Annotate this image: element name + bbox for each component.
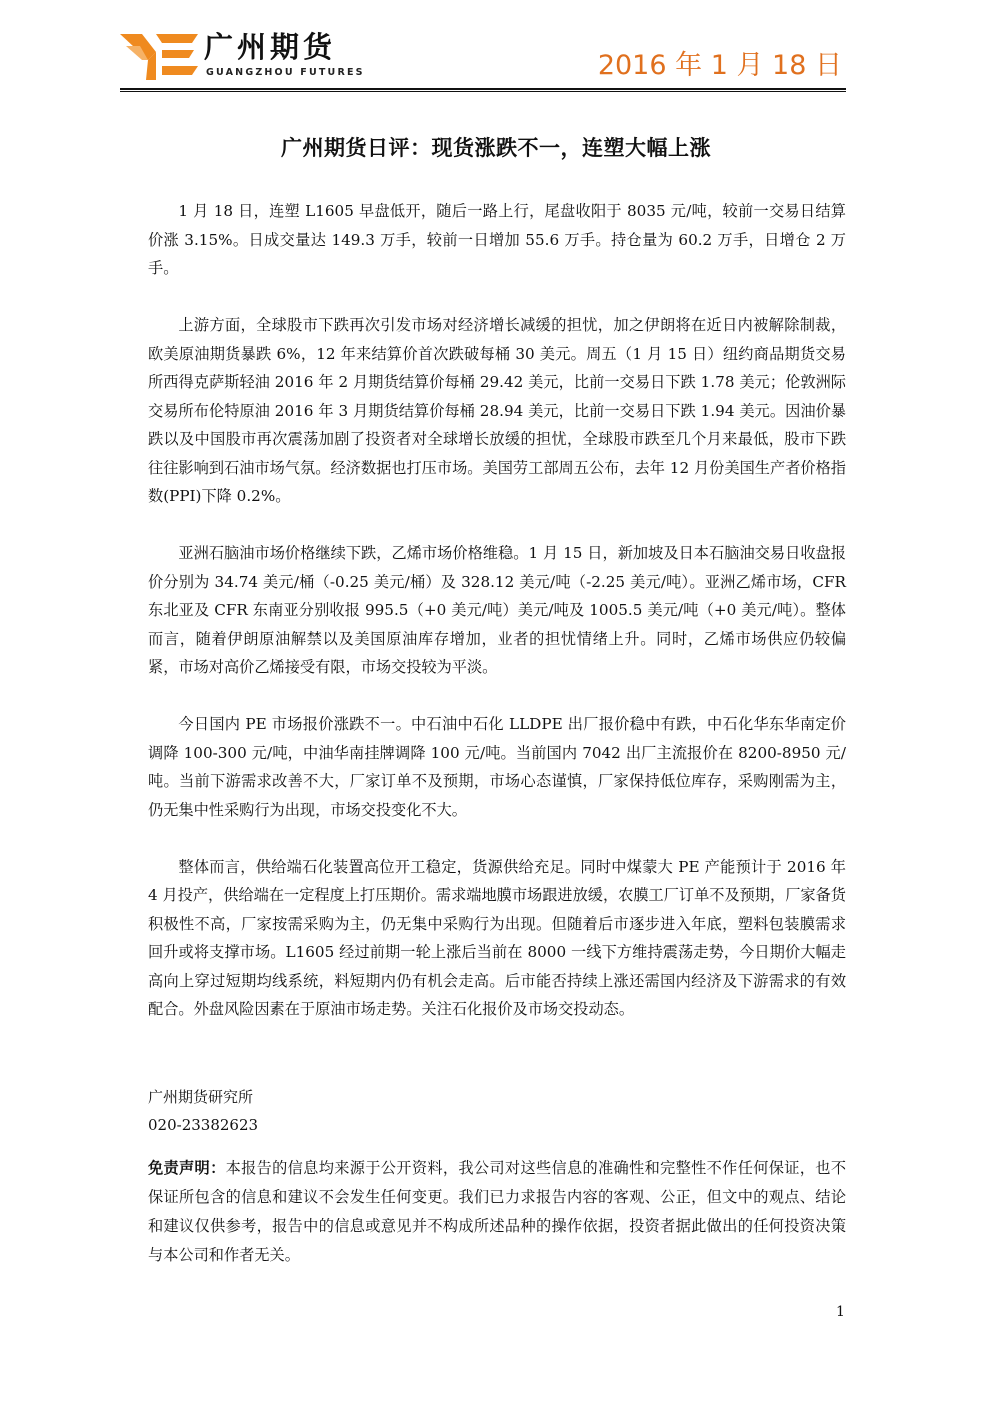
report-body xyxy=(148,197,846,1052)
header-divider-thin xyxy=(120,91,846,92)
disclaimer xyxy=(148,1154,846,1270)
paragraph-upstream: 上游方面，全球股市下跌再次引发市场对经济增长减缓的担忧，加之伊朗将在近日内被解除制裁，欧美原油期货暴跌 6%，12 年来结算价首次跌破每桶 30 美元。周五（1 月 15 日）纽约商品期货交易所西得克萨斯轻油 2016 年 2 月期货结算价每桶 29.42 美元，比前一交易日下跌 1.78 美元；伦敦洲际交易所布伦特原油 2016 年 3 月期货结算价每桶 28.94 美元，比前一交易日下跌 1.94 美元。因油价暴跌以及中国股市再次震荡加剧了投资者对全球增长放缓的担忧，全球股市跌至几个月来最低，股市下跌往往影响到石油市场气氛。经济数据也打压市场。美国劳工部周五公布，去年 12 月份美国生产者价格指数(PPI)下降 0.2%。 xyxy=(148,316,846,505)
paragraph-market-summary: 1 月 18 日，连塑 L1605 早盘低开，随后一路上行，尾盘收阳于 8035 元/吨，较前一交易日结算价涨 3.15%。日成交量达 149.3 万手，较前一日增加 55.6 万手。持仓量为 60.2 万手，日增仓 2 万手。 xyxy=(148,202,846,277)
paragraph-outlook: 整体而言，供给端石化装置高位开工稳定，货源供给充足。同时中煤蒙大 PE 产能预计于 2016 年 4 月投产，供给端在一定程度上打压期价。需求端地膜市场跟进放缓，农膜工厂订单不及预期，厂家备货积极性不高，厂家按需采购为主，仍无集中采购行为出现。但随着后市逐步进入年底，塑料包装膜需求回升或将支撑市场。L1605 经过前期一轮上涨后当前在 8000 一线下方维持震荡走势，今日期价大幅走高向上穿过短期均线系统，料短期内仍有机会走高。后市能否持续上涨还需国内经济及下游需求的有效配合。外盘风险因素在于原油市场走势。关注石化报价及市场交投动态。 xyxy=(148,857,846,1018)
signature-block xyxy=(148,1083,258,1139)
disclaimer-text: 本报告的信息均来源于公开资料，我公司对这些信息的准确性和完整性不作任何保证，也不保证所包含的信息和建议不会发生任何变更。我们已力求报告内容的客观、公正，但文中的观点、结论和建议仅供参考，报告中的信息或意见并不构成所述品种的操作依据，投资者据此做出的任何投资决策与本公司和作者无关。 xyxy=(148,1159,847,1264)
disclaimer-label: 免责声明： xyxy=(148,1159,226,1177)
page-number: 1 xyxy=(836,1304,845,1320)
report-title: 广州期货日评：现货涨跌不一，连塑大幅上涨 xyxy=(281,136,711,160)
guangzhou-futures-logo-icon xyxy=(120,30,198,82)
contact-phone: 020-23382623 xyxy=(148,1116,259,1134)
logo-chinese-name: 广州期货 xyxy=(204,30,337,64)
research-institute-name: 广州期货研究所 xyxy=(148,1088,254,1106)
header-divider xyxy=(120,88,846,90)
report-date: 2016 年 1 月 18 日 xyxy=(597,50,842,81)
page-header xyxy=(0,0,992,92)
logo-english-name: GUANGZHOU FUTURES xyxy=(206,67,365,78)
paragraph-asia-naphtha: 亚洲石脑油市场价格继续下跌，乙烯市场价格维稳。1 月 15 日，新加坡及日本石脑油交易日收盘报价分别为 34.74 美元/桶（-0.25 美元/桶）及 328.12 美元/吨（-2.25 美元/吨）。亚洲乙烯市场，CFR 东北亚及 CFR 东南亚分别收报 995.5（+0 美元/吨）美元/吨及 1005.5 美元/吨（+0 美元/吨）。整体而言，随着伊朗原油解禁以及美国原油库存增加，业者的担忧情绪上升。同时，乙烯市场供应仍较偏紧，市场对高价乙烯接受有限，市场交投较为平淡。 xyxy=(148,544,846,676)
paragraph-domestic-pe: 今日国内 PE 市场报价涨跌不一。中石油中石化 LLDPE 出厂报价稳中有跌，中石化华东华南定价调降 100-300 元/吨，中油华南挂牌调降 100 元/吨。当前国内 7042 出厂主流报价在 8200-8950 元/吨。当前下游需求改善不大，厂家订单不及预期，市场心态谨慎，厂家保持低位库存，采购刚需为主，仍无集中性采购行为出现，市场交投变化不大。 xyxy=(148,715,846,819)
